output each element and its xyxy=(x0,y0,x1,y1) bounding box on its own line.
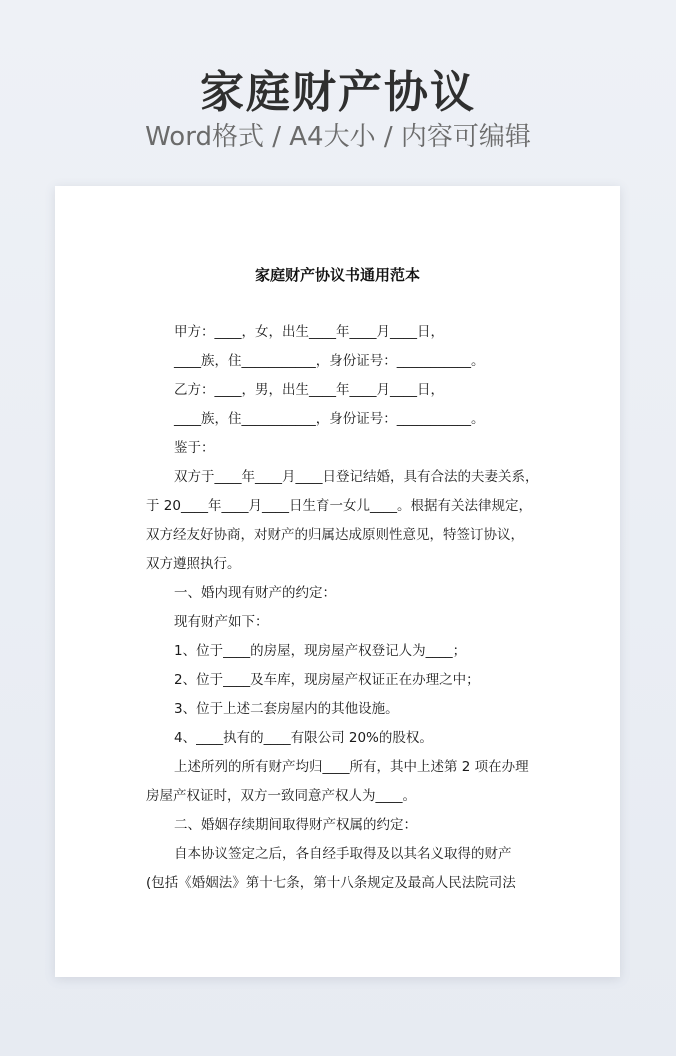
party-a-line-2: ____族，住___________，身份证号：___________。 xyxy=(174,353,485,369)
paragraph-line: 双方经友好协商，对财产的归属达成原则性意见，特签订协议， xyxy=(146,527,524,543)
list-item: 1、位于____的房屋，现房屋产权登记人为____； xyxy=(174,643,467,659)
document-page xyxy=(55,186,620,977)
paragraph-line: 双方遵照执行。 xyxy=(146,556,241,572)
paragraph-line: (包括《婚姻法》第十七条，第十八条规定及最高人民法院司法 xyxy=(146,875,516,891)
document-title: 家庭财产协议书通用范本 xyxy=(254,266,420,284)
paragraph-line: 房屋产权证时，双方一致同意产权人为____。 xyxy=(146,788,416,804)
page-subtitle: Word格式 / A4大小 / 内容可编辑 xyxy=(145,122,531,152)
whereas-label: 鉴于： xyxy=(174,440,215,456)
paragraph-line: 上述所列的所有财产均归____所有，其中上述第 2 项在办理 xyxy=(174,759,529,775)
paragraph-line: 于 20____年____月____日生育一女儿____。根据有关法律规定， xyxy=(146,498,532,514)
list-item: 3、位于上述二套房屋内的其他设施。 xyxy=(174,701,399,717)
list-item: 4、____执有的____有限公司 20%的股权。 xyxy=(174,730,433,746)
page-title: 家庭财产协议 xyxy=(200,67,476,118)
paragraph-line: 现有财产如下： xyxy=(174,614,269,630)
list-item: 2、位于____及车库，现房屋产权证正在办理之中； xyxy=(174,672,480,688)
section-heading-1: 一、婚内现有财产的约定： xyxy=(174,585,336,601)
paragraph-line: 双方于____年____月____日登记结婚，具有合法的夫妻关系， xyxy=(174,469,539,485)
party-b-line-1: 乙方：____，男，出生____年____月____日， xyxy=(174,382,444,398)
section-heading-2: 二、婚姻存续期间取得财产权属的约定： xyxy=(174,817,417,833)
party-b-line-2: ____族，住___________，身份证号：___________。 xyxy=(174,411,485,427)
paragraph-line: 自本协议签定之后，各自经手取得及以其名义取得的财产 xyxy=(174,846,512,862)
party-a-line-1: 甲方：____，女，出生____年____月____日， xyxy=(174,324,444,340)
